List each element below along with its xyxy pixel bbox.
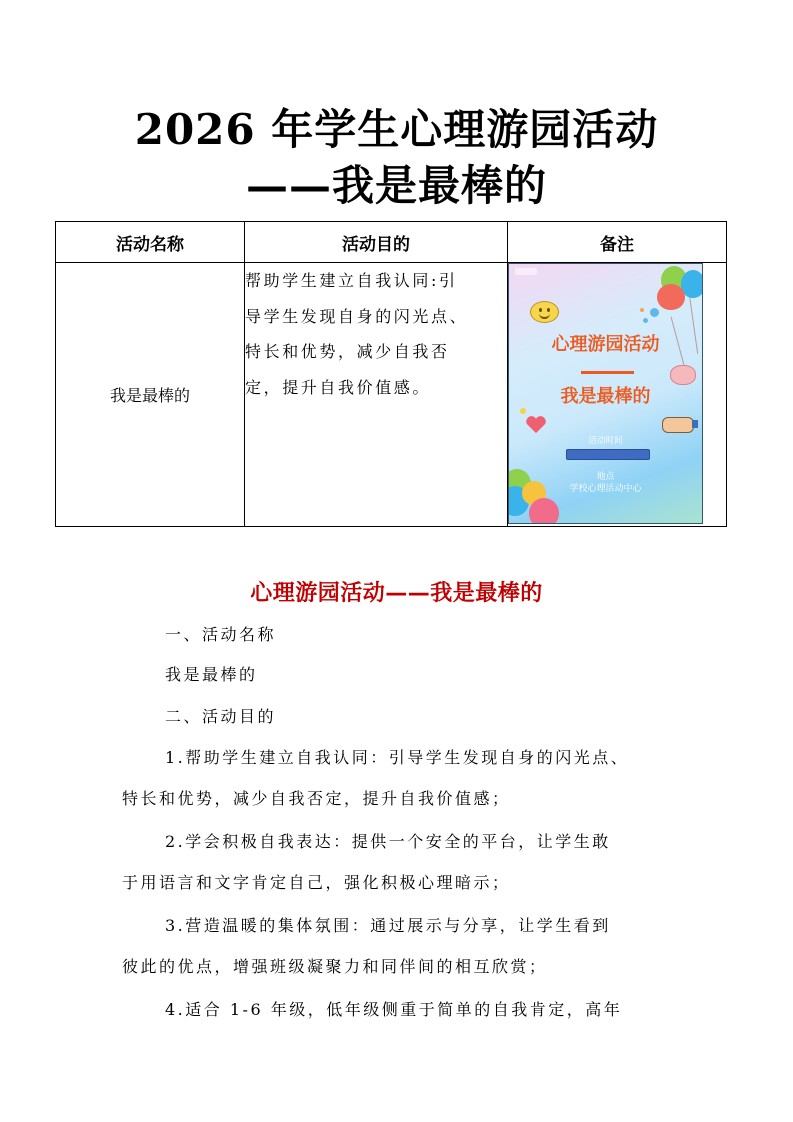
- table-header-row: [56, 222, 727, 263]
- activity-name-value: 我是最棒的: [165, 665, 258, 684]
- activity-poster-image: [508, 263, 703, 524]
- purpose-line: 导学生发现自身的闪光点、: [245, 306, 469, 326]
- purpose-paragraph-line: 3.营造温暖的集体氛围：通过展示与分享，让学生看到: [165, 916, 611, 935]
- header-activity-purpose: 活动目的: [245, 222, 508, 263]
- table-row: [56, 263, 727, 527]
- cell-note: [508, 263, 727, 527]
- heading-activity-purpose: 二、活动目的: [165, 707, 277, 726]
- purpose-line: 特长和优势，减少自我否: [245, 342, 450, 361]
- header-note: 备注: [508, 222, 727, 263]
- cell-activity-purpose: [245, 263, 508, 527]
- purpose-paragraph-line: 彼此的优点，增强班级凝聚力和同伴间的相互欣赏；: [122, 957, 548, 976]
- poster-title-line2: 我是最棒的: [560, 386, 651, 407]
- poster-title-line1: 心理游园活动: [551, 334, 660, 355]
- decor-dot: [520, 408, 526, 414]
- decor-dot: [650, 308, 659, 317]
- decor-dot: [640, 308, 644, 312]
- document-title-line1: 2026 年学生心理游园活动: [134, 105, 659, 154]
- header-activity-name: 活动名称: [56, 222, 245, 263]
- heart-icon: [525, 416, 547, 434]
- purpose-line: 帮助学生建立自我认同:引: [245, 271, 458, 290]
- section-title: 心理游园活动——我是最棒的: [250, 581, 543, 606]
- cell-activity-name: 我是最棒的: [56, 263, 245, 527]
- decor-dot: [643, 318, 648, 323]
- balloon-icon: [529, 498, 559, 524]
- poster-place-value: 学校心理活动中心: [569, 484, 642, 494]
- handshake-icon: [662, 417, 694, 433]
- poster-time-bar: [566, 449, 650, 460]
- heading-activity-name: 一、活动名称: [165, 625, 277, 644]
- balloon-icon: [657, 284, 685, 310]
- smiley-face-icon: [530, 301, 559, 323]
- activity-table: [55, 221, 727, 527]
- purpose-paragraph-line: 特长和优势，减少自我否定，提升自我价值感；: [122, 789, 511, 808]
- purpose-paragraph-line: 4.适合 1-6 年级，低年级侧重于简单的自我肯定，高年: [165, 1000, 623, 1019]
- purpose-line: 定，提升自我价值感。: [245, 377, 432, 397]
- poster-place-label: 地点: [596, 472, 615, 482]
- brain-icon: [670, 365, 696, 385]
- document-title-line2: ——我是最棒的: [245, 161, 547, 210]
- poster-time-label: 活动时间: [588, 436, 623, 446]
- poster-dash-line: [581, 371, 634, 374]
- poster-watermark: [515, 268, 537, 275]
- purpose-paragraph-line: 1.帮助学生建立自我认同：引导学生发现自身的闪光点、: [165, 748, 630, 767]
- purpose-paragraph-line: 于用语言和文字肯定自己，强化积极心理暗示；: [122, 873, 511, 892]
- purpose-paragraph-line: 2.学会积极自我表达：提供一个安全的平台，让学生敢: [165, 832, 611, 851]
